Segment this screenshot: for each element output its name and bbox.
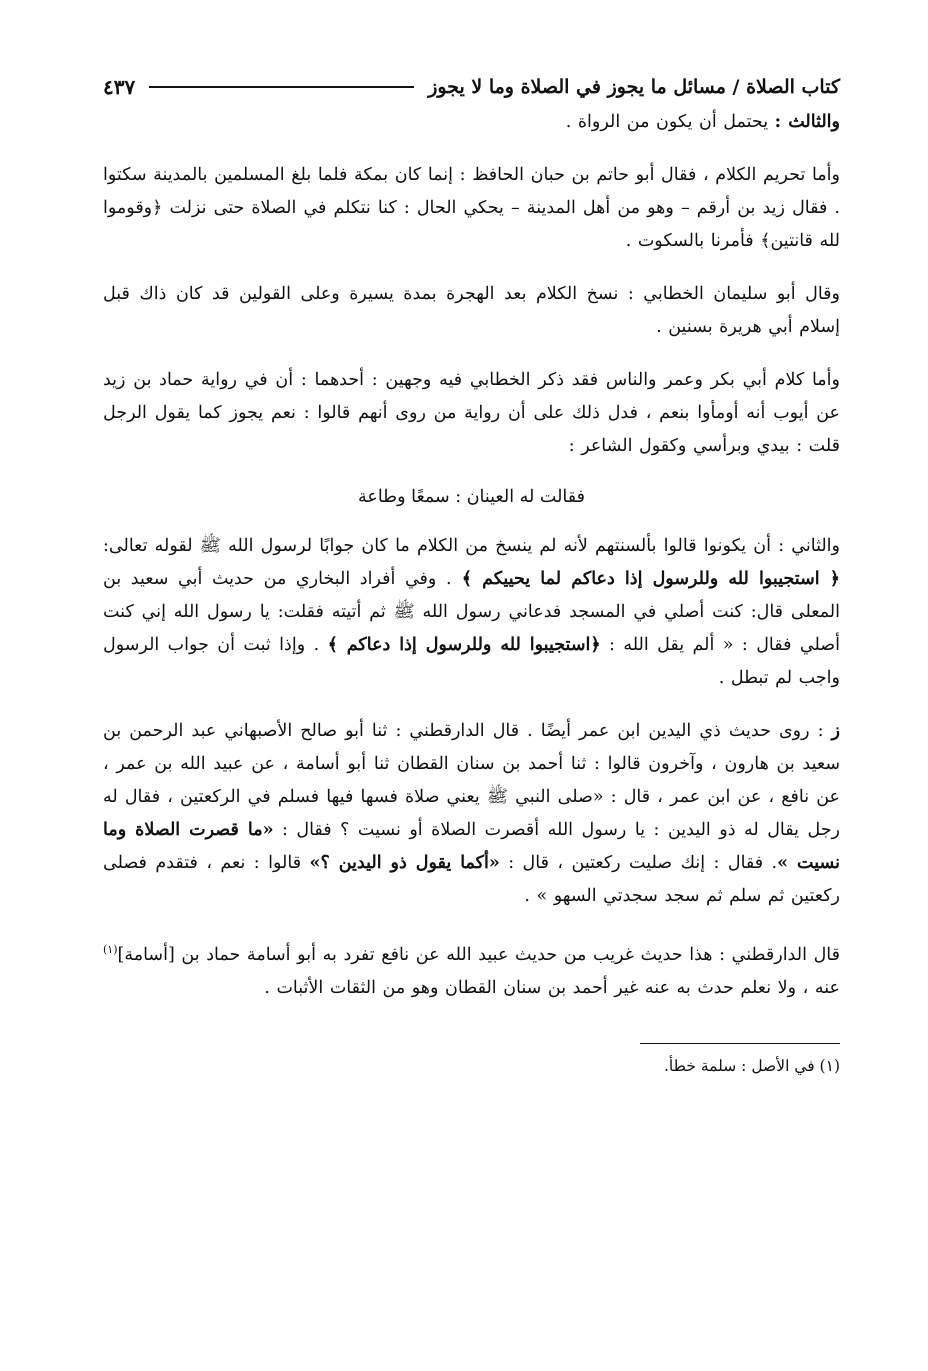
paragraph-text-third: يحتمل أن يكون من الرواة . bbox=[565, 112, 775, 132]
text-segment: . وإذا ثبت أن جواب الرسول واجب لم تبطل . bbox=[103, 635, 840, 688]
footnote: (١) في الأصل : سلمة خطأ. bbox=[663, 1056, 840, 1075]
header-rule bbox=[149, 86, 414, 88]
paragraph-daraqutni-comment bbox=[103, 933, 840, 1005]
paragraph-khattabi-abrogation: وقال أبو سليمان الخطابي : نسخ الكلام بعد الهجرة بمدة يسيرة وعلى القولين قد كان ذاك قبل إسلام أبي هريرة بسنين . bbox=[103, 284, 840, 337]
text-segment: والثاني : أن يكونوا قالوا بألسنتهم لأنه لم ينسخ من الكلام ما كان جوابًا لرسول الله ﷺ لقوله تعالى: bbox=[103, 536, 840, 556]
text-segment: . فقال : إنك صليت ركعتين ، قال : bbox=[499, 853, 778, 873]
quran-quote: ﴿ استجيبوا لله وللرسول إذا دعاكم لما يحييكم ﴾ bbox=[451, 569, 840, 589]
paragraph-label-third: والثالث : bbox=[774, 112, 840, 132]
document-page bbox=[103, 70, 840, 1340]
text-segment: قالوا : نعم ، فتقدم فصلى ركعتين ثم سلم ثم سجد سجدتي السهو » . bbox=[103, 853, 840, 906]
text-segment: قال الدارقطني : هذا حديث غريب من حديث عبيد الله عن نافع تفرد به أبو أسامة حماد بن [أسامة] bbox=[117, 944, 840, 965]
hadith-quote: «أكما يقول ذو اليدين ؟» bbox=[309, 853, 500, 873]
quran-quote: ﴿استجيبوا لله وللرسول إذا دعاكم ﴾ bbox=[327, 635, 601, 655]
running-header bbox=[103, 70, 840, 104]
footnote-reference: (١) bbox=[103, 943, 118, 956]
paragraph-second-reason bbox=[103, 530, 840, 695]
paragraph-dhul-yadayn-hadith bbox=[103, 715, 840, 913]
paragraph-third-reason bbox=[103, 106, 840, 139]
text-segment: عنه ، ولا نعلم حدث به عنه غير أحمد بن سنان القطان وهو من الثقات الأثبات . bbox=[264, 977, 840, 998]
page-number: ٤٣٧ bbox=[103, 75, 136, 99]
paragraph-prohibition-of-speech: وأما تحريم الكلام ، فقال أبو حاتم بن حبان الحافظ : إنما كان بمكة فلما بلغ المسلمين بالمدينة سكتوا . فقال زيد بن أرقم – وهو من أهل المدينة – يحكي الحال : كنا نتكلم في الصلاة حتى نزلت ﴿وقوموا لله قانتين﴾ فأمرنا بالسكوت . bbox=[103, 165, 840, 251]
footnote-rule bbox=[640, 1043, 840, 1044]
paragraph-label-zay: ز bbox=[831, 721, 840, 741]
text-segment: : روى حديث ذي اليدين ابن عمر أيضًا . قال الدارقطني : ثنا أبو صالح الأصبهاني عبد الرحمن بن سعيد بن هارون ، وآخرون قالوا : ثنا أحمد بن سنان القطان ثنا أبو أسامة ، عن عبيد الله بن عمر ، عن نافع ، عن ابن عمر ، قال : «صلى النبي ﷺ يعني صلاة فسها فيها فسلم في الركعتين ، فقال له رجل يقال له ذو اليدين : يا رسول الله أقصرت الصلاة أو نسيت ؟ فقال : bbox=[103, 721, 840, 840]
poetry-verse: فقالت له العينان : سمعًا وطاعة bbox=[358, 487, 585, 507]
text-segment: . وفي أفراد البخاري من حديث أبي سعيد بن المعلى قال: كنت أصلي في المسجد فدعاني رسول الله ﷺ ثم أتيته فقلت: يا رسول الله إني كنت أصلي فقال : « ألم يقل الله : bbox=[103, 569, 841, 655]
header-title: كتاب الصلاة / مسائل ما يجوز في الصلاة وما لا يجوز bbox=[428, 76, 840, 98]
paragraph-abu-bakr-umar: وأما كلام أبي بكر وعمر والناس فقد ذكر الخطابي فيه وجهين : أحدهما : أن في رواية حماد بن زيد عن أيوب أنه أومأوا بنعم ، فدل ذلك على أن رواية من روى أنهم قالوا : نعم يجوز كما يقول الرجل قلت : بيدي وبرأسي وكقول الشاعر : bbox=[103, 370, 840, 456]
hadith-quote: «ما قصرت الصلاة وما نسيت » bbox=[103, 820, 840, 873]
